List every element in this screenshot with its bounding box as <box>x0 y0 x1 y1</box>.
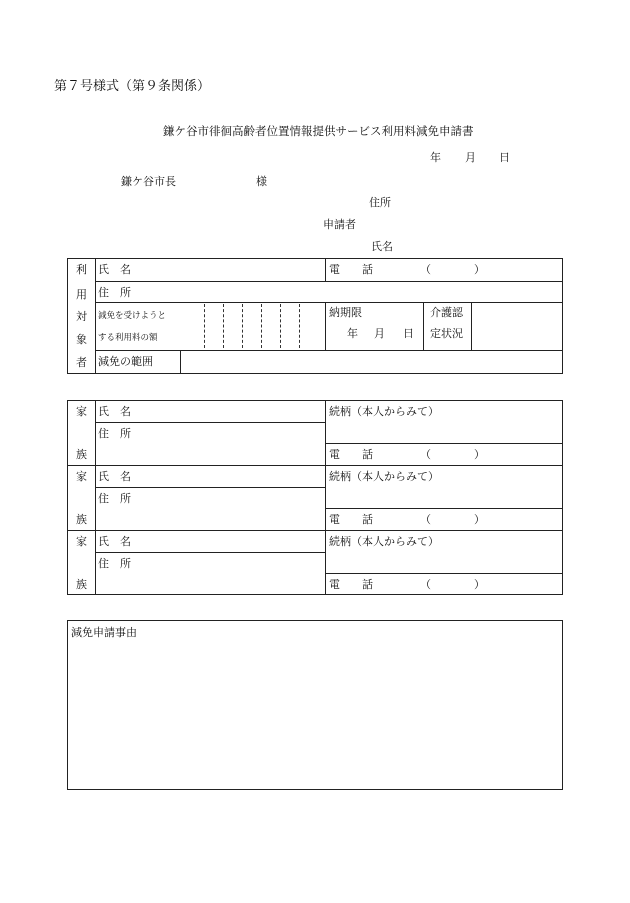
care-label-line2: 定状況 <box>430 327 463 340</box>
document-title: 鎌ケ谷市徘徊高齢者位置情報提供サービス利用料減免申請書 <box>163 124 474 138</box>
subject-address-label: 住 所 <box>98 286 131 299</box>
family-2-name-label: 氏 名 <box>98 470 131 483</box>
subject-side-label-4: 象 <box>76 333 87 346</box>
form-number: 第７号様式（第９条関係） <box>54 79 211 94</box>
scope-label: 減免の範囲 <box>98 355 153 368</box>
deadline-day: 日 <box>403 327 414 340</box>
family-1-phone-paren-close: ） <box>474 448 485 461</box>
reason-label: 減免申請事由 <box>71 626 137 639</box>
subject-side-label-1: 利 <box>76 263 87 276</box>
date-year: 年 <box>430 151 441 164</box>
family-3-name-label: 氏 名 <box>98 535 131 548</box>
applicant-address-label: 住所 <box>369 196 391 209</box>
applicant-name-label: 氏名 <box>371 240 393 253</box>
family-2-relation-label: 続柄（本人からみて） <box>329 470 439 483</box>
fee-label-line2: する利用料の額 <box>98 333 158 343</box>
care-label-line1: 介護認 <box>430 306 463 319</box>
deadline-month: 月 <box>374 327 385 340</box>
subject-phone-paren-open: （ <box>420 263 431 276</box>
applicant-label: 申請者 <box>323 218 356 231</box>
subject-phone-label: 電 話 <box>329 263 373 276</box>
family-1-relation-label: 続柄（本人からみて） <box>329 405 439 418</box>
date-month: 月 <box>465 151 476 164</box>
family-1-phone-label: 電 話 <box>329 448 373 461</box>
deadline-label: 納期限 <box>329 306 362 319</box>
subject-side-label-5: 者 <box>76 356 87 369</box>
family-1-name-label: 氏 名 <box>98 405 131 418</box>
family-1-side-top: 家 <box>76 405 87 418</box>
family-3-phone-paren-open: （ <box>420 578 431 591</box>
subject-phone-paren-close: ） <box>474 263 485 276</box>
addressee-name: 鎌ケ谷市長 <box>121 175 176 188</box>
family-1-address-label: 住 所 <box>98 427 131 440</box>
date-day: 日 <box>499 151 510 164</box>
subject-side-label-2: 用 <box>76 288 87 301</box>
family-3-side-top: 家 <box>76 535 87 548</box>
fee-label-line1: 減免を受けようと <box>98 311 167 321</box>
family-3-phone-label: 電 話 <box>329 578 373 591</box>
family-2-phone-paren-open: （ <box>420 513 431 526</box>
family-2-phone-paren-close: ） <box>474 513 485 526</box>
family-2-phone-label: 電 話 <box>329 513 373 526</box>
reason-box <box>67 620 563 790</box>
deadline-year: 年 <box>347 327 358 340</box>
subject-side-label-3: 対 <box>76 310 87 323</box>
addressee-honorific: 様 <box>256 175 267 188</box>
family-1-phone-paren-open: （ <box>420 448 431 461</box>
family-2-side-bottom: 族 <box>76 513 87 526</box>
family-3-phone-paren-close: ） <box>474 578 485 591</box>
family-2-address-label: 住 所 <box>98 492 131 505</box>
family-2-side-top: 家 <box>76 470 87 483</box>
family-3-side-bottom: 族 <box>76 578 87 591</box>
family-1-side-bottom: 族 <box>76 448 87 461</box>
subject-name-label: 氏 名 <box>98 263 131 276</box>
family-3-address-label: 住 所 <box>98 557 131 570</box>
family-3-relation-label: 続柄（本人からみて） <box>329 535 439 548</box>
